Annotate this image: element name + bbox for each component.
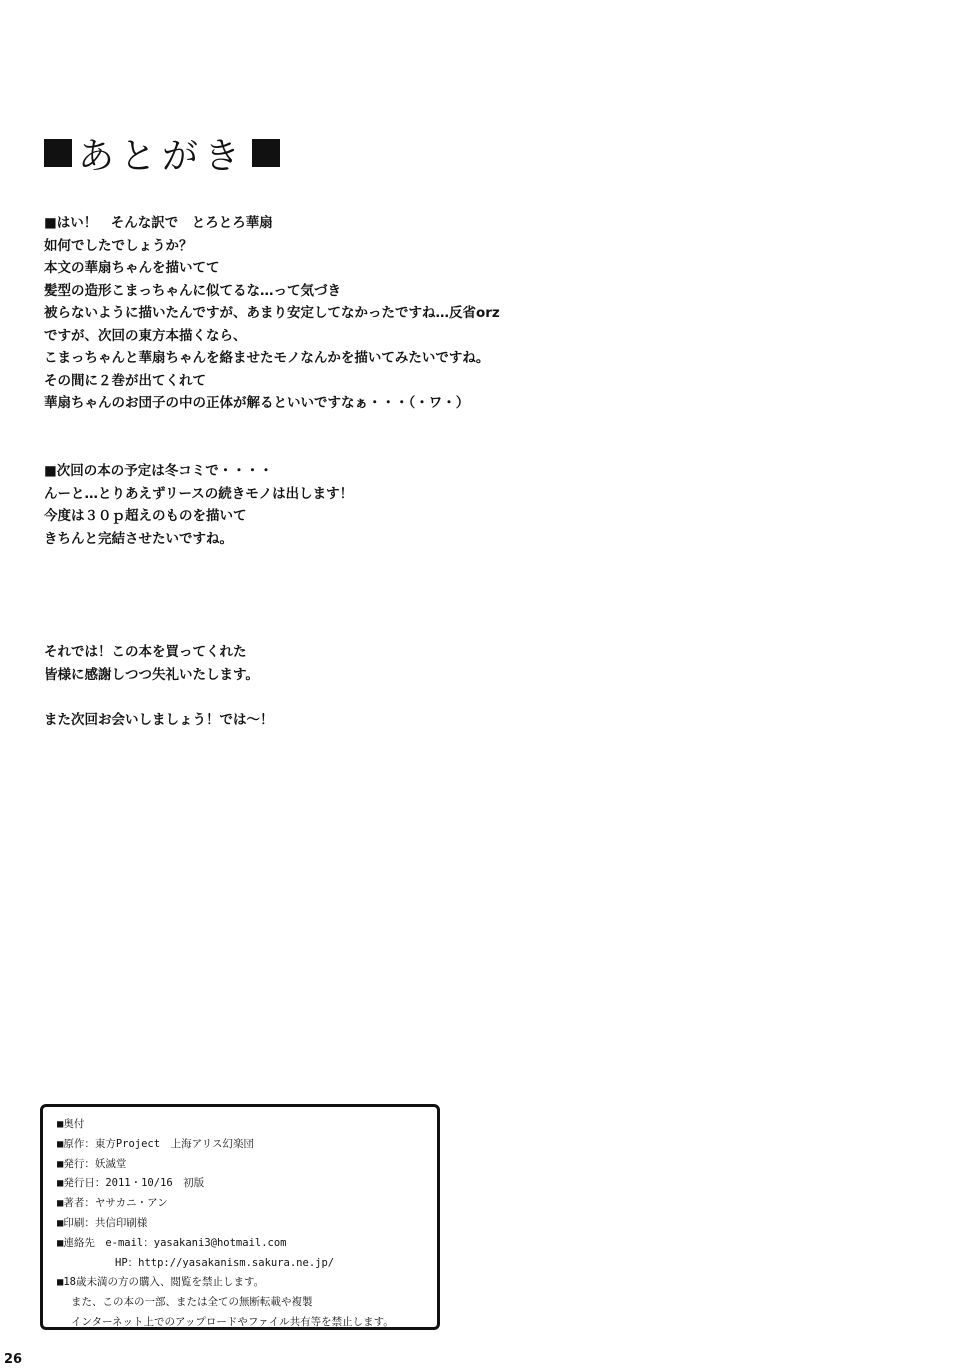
- colophon-publish-date: ■発行日：2011・10/16 初版: [57, 1177, 205, 1190]
- heading-right-square-icon: [252, 139, 280, 167]
- afterword-paragraph-2: [44, 460, 924, 550]
- colophon-contact-homepage: HP：http://yasakanism.sakura.ne.jp/: [115, 1256, 335, 1269]
- afterword-paragraph-1: [44, 212, 924, 415]
- text-line: 今度は３０ｐ超えのものを描いて: [44, 508, 247, 524]
- text-line: その間に２巻が出てくれて: [44, 372, 206, 389]
- text-line: 華扇ちゃんのお団子の中の正体が解るといいですなぁ・・・（・ワ・）: [44, 395, 470, 411]
- text-line: また次回お会いしましょう！では～！: [44, 712, 274, 728]
- colophon-original-work: ■原作：東方Project 上海アリス幻楽団: [57, 1137, 254, 1150]
- colophon-title: ■奥付: [57, 1118, 85, 1130]
- afterword-paragraph-4: [44, 709, 924, 732]
- page-heading: [38, 128, 286, 178]
- afterword-paragraph-3: [44, 641, 924, 686]
- page-number: 26: [4, 1352, 23, 1367]
- colophon-age-notice: ■18歳未満の方の購入、閲覧を禁止します。: [57, 1276, 265, 1289]
- text-line: それでは！この本を買ってくれた: [44, 644, 247, 660]
- heading-title: あとがき: [78, 135, 247, 177]
- colophon-copy-notice: また、この本の一部、または全ての無断転載や複製: [71, 1296, 313, 1309]
- colophon-upload-notice: インターネット上でのアップロードやファイル共有等を禁止します。: [71, 1315, 394, 1328]
- text-line: ですが、次回の東方本描くなら、: [44, 327, 247, 344]
- text-line: 如何でしたでしょうか？: [44, 237, 193, 254]
- text-line: んーと…とりあえずリースの続きモノは出します！: [44, 485, 354, 502]
- text-line: きちんと完結させたいですね。: [44, 530, 233, 547]
- colophon-publisher: ■発行：妖滅堂: [57, 1157, 127, 1170]
- text-line: こまっちゃんと華扇ちゃんを絡ませたモノなんかを描いてみたいですね。: [44, 350, 490, 366]
- colophon-box: [40, 1104, 440, 1330]
- heading-left-square-icon: [44, 139, 72, 167]
- text-line: ■次回の本の予定は冬コミで・・・・: [44, 463, 273, 479]
- colophon-author: ■著者：ヤサカニ・アン: [57, 1197, 168, 1210]
- text-line: ■はい！ そんな訳で とろとろ華扇: [44, 215, 273, 231]
- colophon-contact-email: ■連絡先 e-mail：yasakani3@hotmail.com: [57, 1236, 287, 1249]
- text-line: 被らないように描いたんですが、あまり安定してなかったですね…反省orz: [44, 305, 500, 321]
- text-line: 本文の華扇ちゃんを描いてて: [44, 260, 220, 276]
- text-line: 髪型の造形こまっちゃんに似てるな…って気づき: [44, 282, 341, 299]
- text-line: 皆様に感謝しつつ失礼いたします。: [44, 666, 259, 683]
- colophon-printer: ■印刷：共信印刷様: [57, 1216, 148, 1229]
